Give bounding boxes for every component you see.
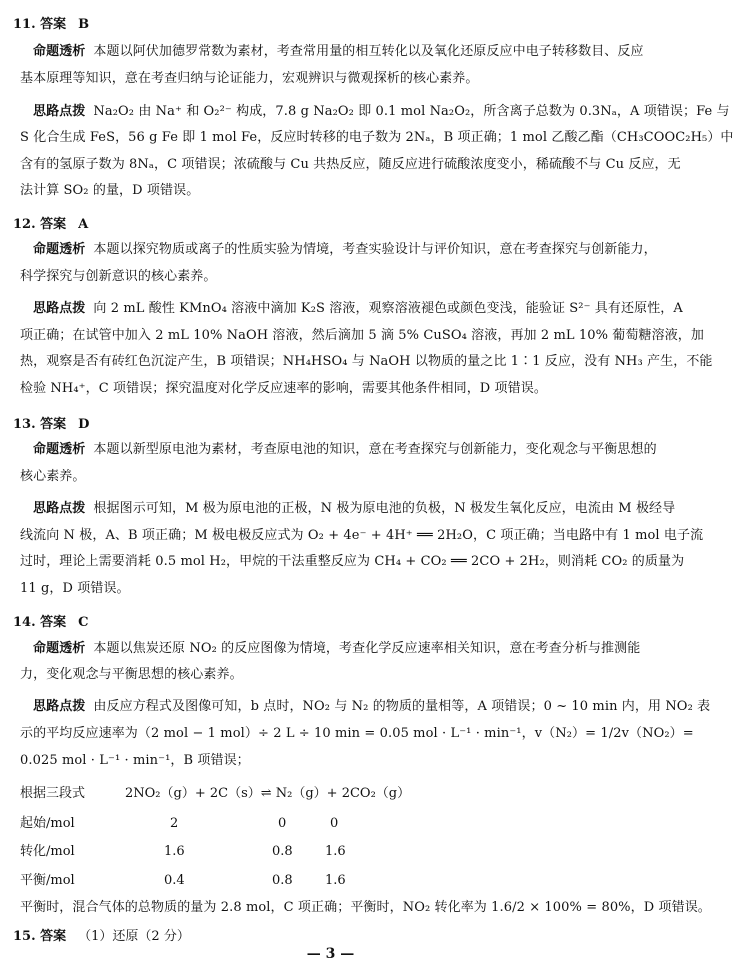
q14-analysis-cont: 力，变化观念与平衡思想的核心素养。 — [20, 667, 243, 682]
q12-analysis: 命题透析 本题以探究物质或离子的性质实验为情境，考查实验设计与评价知识，意在考查探究与创新能力， — [33, 242, 657, 257]
q14-row-change: 转化/mol 1.6 0.8 1.6 — [20, 844, 346, 859]
q12-solution-l2: 项正确；在试管中加入 2 mL 10% NaOH 溶液，然后滴加 5 滴 5% CuSO₄ 溶液，再加 2 mL 10% 葡萄糖溶液，加 — [20, 328, 705, 343]
q12-solution-l3: 热，观察是否有砖红色沉淀产生，B 项错误；NH₄HSO₄ 与 NaOH 以物质的量之比 1∶1 反应，没有 NH₃ 产生，不能 — [20, 354, 713, 369]
q14-analysis: 命题透析 本题以焦炭还原 NO₂ 的反应图像为情境，考查化学反应速率相关知识，意在考查分析与推测能 — [33, 641, 641, 656]
q13-number: 13. 答案 — [13, 417, 67, 432]
q14-conclusion: 平衡时，混合气体的总物质的量为 2.8 mol，C 项正确；平衡时，NO₂ 转化率为 1.6/2 × 100% = 80%，D 项错误。 — [20, 900, 711, 915]
q14-number: 14. 答案 — [13, 615, 67, 630]
q15-number: 15. 答案 — [13, 929, 67, 944]
q11-solution-l2: S 化合生成 FeS，56 g Fe 即 1 mol Fe，反应时转移的电子数为 2Nₐ，B 项正确；1 mol 乙酸乙酯（CH₃COOC₂H₅）中 — [20, 130, 734, 145]
q11-solution-l3: 含有的氢原子数为 8Nₐ，C 项错误；浓硫酸与 Cu 共热反应，随反应进行硫酸浓度变小，稀硫酸不与 Cu 反应，无 — [20, 157, 681, 172]
q12-solution: 思路点拨 向 2 mL 酸性 KMnO₄ 溶液中滴加 K₂S 溶液，观察溶液褪色或颜色变浅，能验证 S²⁻ 具有还原性，A — [33, 301, 683, 316]
q14-row-initial: 起始/mol 2 0 0 — [20, 816, 339, 831]
q13-analysis-cont: 核心素养。 — [20, 469, 86, 484]
q11-solution: 思路点拨 Na₂O₂ 由 Na⁺ 和 O₂²⁻ 构成，7.8 g Na₂O₂ 即 0.1 mol Na₂O₂，所含离子总数为 0.3Nₐ，A 项错误；Fe 与 — [33, 104, 730, 119]
q14-solution-l2: 示的平均反应速率为（2 mol − 1 mol）÷ 2 L ÷ 10 min = 0.05 mol · L⁻¹ · min⁻¹，v（N₂）= 1/2v（NO₂）= — [20, 726, 694, 741]
q12-solution-l4: 检验 NH₄⁺，C 项错误；探究温度对化学反应速率的影响，需要其他条件相同，D 项错误。 — [20, 381, 547, 396]
q13-answer: D — [78, 417, 90, 432]
q13-analysis: 命题透析 本题以新型原电池为素材，考查原电池的知识，意在考查探究与创新能力，变化观念与平衡思想的 — [33, 442, 657, 457]
q12-number: 12. 答案 — [13, 217, 67, 232]
q12-answer: A — [78, 217, 89, 232]
page-number: — 3 — — [306, 946, 355, 962]
q13-solution-l2: 线流向 N 极，A、B 项正确；M 极电极反应式为 O₂ + 4e⁻ + 4H⁺ ══ 2H₂O，C 项正确；当电路中有 1 mol 电子流 — [20, 528, 704, 543]
q11-answer: B — [78, 17, 90, 32]
q11-analysis: 命题透析 本题以阿伏加德罗常数为素材，考查常用量的相互转化以及氧化还原反应中电子转移数目、反应 — [33, 44, 644, 59]
q14-equation: 2NO₂（g）+ 2C（s）⇌ N₂（g）+ 2CO₂（g） — [125, 786, 411, 801]
q14-solution-l3: 0.025 mol · L⁻¹ · min⁻¹，B 项错误； — [20, 753, 250, 768]
q14-row-equilibrium: 平衡/mol 0.4 0.8 1.6 — [20, 873, 346, 888]
q13-solution-l3: 过时，理论上需要消耗 0.5 mol H₂，甲烷的干法重整反应为 CH₄ + CO₂ ══ 2CO + 2H₂，则消耗 CO₂ 的质量为 — [20, 554, 685, 569]
q11-header — [13, 13, 89, 32]
q14-header — [13, 611, 89, 630]
q11-solution-l4: 法计算 SO₂ 的量，D 项错误。 — [20, 183, 200, 198]
q14-equation-label: 根据三段式 — [20, 786, 86, 801]
q14-answer: C — [78, 615, 89, 630]
q11-number: 11. 答案 — [13, 17, 67, 32]
q14-solution: 思路点拨 由反应方程式及图像可知，b 点时，NO₂ 与 N₂ 的物质的量相等，A 项错误；0 ~ 10 min 内，用 NO₂ 表 — [33, 699, 711, 714]
q13-solution: 思路点拨 根据图示可知，M 极为原电池的正极，N 极为原电池的负极，N 极发生氧化反应，电流由 M 极经导 — [33, 501, 676, 516]
q11-analysis-cont: 基本原理等知识，意在考查归纳与论证能力，宏观辨识与微观探析的核心素养。 — [20, 71, 479, 86]
q12-header — [13, 213, 88, 232]
q13-solution-l4: 11 g，D 项错误。 — [20, 581, 130, 596]
q14-equation-row — [20, 785, 411, 803]
q12-analysis-cont: 科学探究与创新意识的核心素养。 — [20, 269, 217, 284]
q15-header — [13, 925, 190, 944]
q13-header — [13, 413, 89, 432]
q15-answer: （1）还原（2 分） — [78, 929, 190, 944]
